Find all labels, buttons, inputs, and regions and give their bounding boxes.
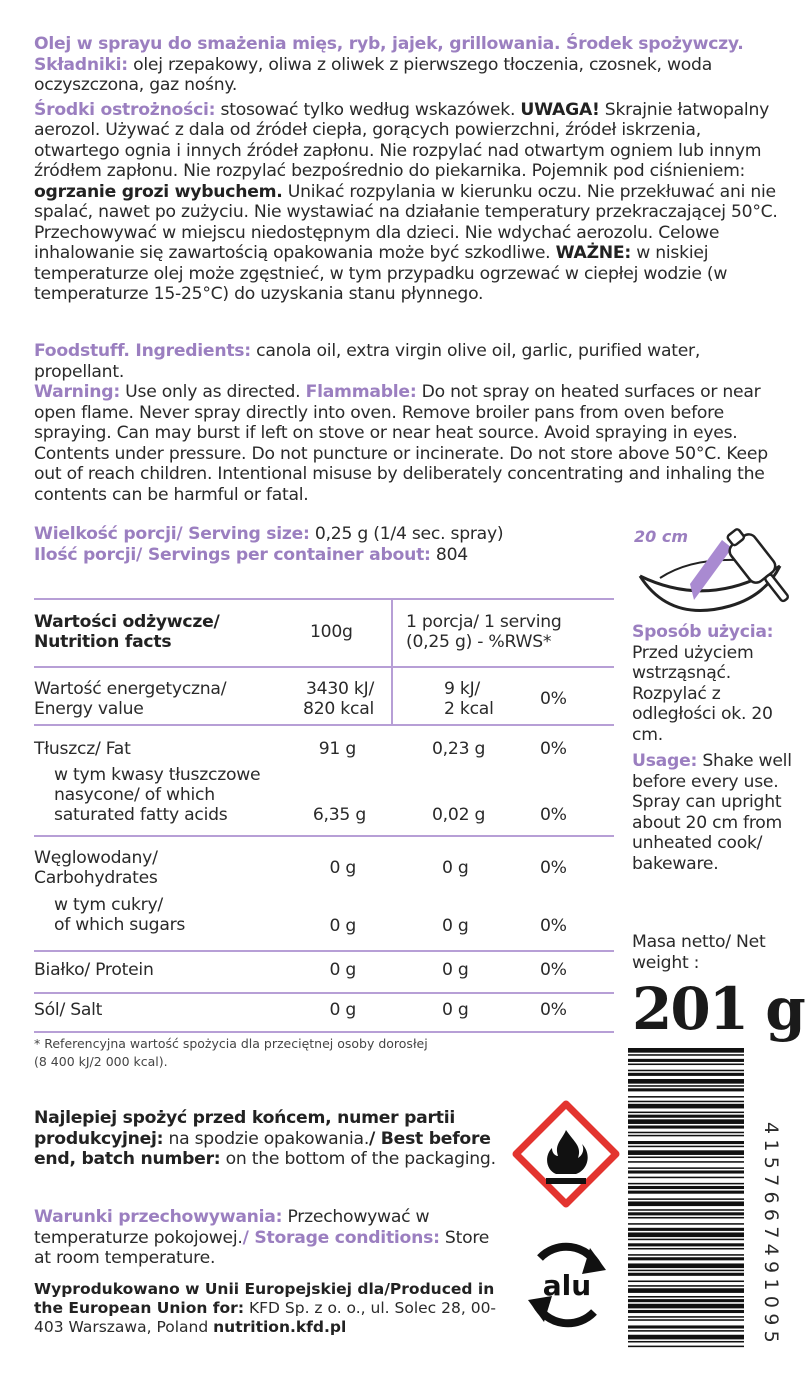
barcode-bar (628, 1119, 744, 1124)
barcode-bar (628, 1248, 744, 1250)
storage-text-pl: Przechowywać w temperaturze pokojowej. (34, 1207, 430, 1248)
table-divider (34, 835, 614, 837)
best-before-label-pl: Najlepiej spożyć przed końcem, numer partii produkcyjnej: (34, 1108, 456, 1149)
warning-text-2: Do not spray on heated surfaces or near open flame. Never spray directly into oven. Remove broiler pans from oven before spraying. Can may burst if left on stove or near heat source. Avoid spraying in eyes. Contents under pressure. Do not puncture or incinerate. Do not store above 50°C. Keep out of reach children. Intentional misuse by deliberately concentrating and inhaling the contents can be harmful or fatal. (34, 382, 768, 505)
barcode-bar (628, 1330, 744, 1332)
producer-info (34, 1280, 504, 1337)
barcode-bar (628, 1209, 744, 1211)
value-line: 2 kcal (444, 699, 494, 719)
row-satfat-rws: 0% (540, 805, 567, 825)
barcode-bar (628, 1335, 744, 1340)
row-protein-rws: 0% (540, 960, 567, 980)
barcode-bar (628, 1085, 744, 1087)
polish-description (34, 34, 778, 305)
row-protein-serving: 0 g (442, 960, 469, 980)
best-before-text-pl: na spodzie opakowania. (163, 1128, 370, 1149)
value-line: 820 kcal (303, 699, 374, 719)
row-name-line: Węglowodany/ (34, 848, 158, 868)
row-carbs-rws: 0% (540, 858, 567, 878)
row-protein-name: Białko/ Protein (34, 960, 154, 980)
recycling-alu-icon (520, 1238, 614, 1332)
barcode-bar (628, 1101, 744, 1103)
barcode-bar (628, 1341, 744, 1343)
row-fat-serving: 0,23 g (432, 739, 486, 759)
barcode-bar (628, 1157, 744, 1159)
table-bottom-border (34, 1031, 614, 1033)
row-satfat-per100: 6,35 g (312, 805, 366, 825)
barcode-bar (628, 1126, 744, 1129)
barcode-bar (628, 1254, 744, 1256)
usage-info (632, 622, 792, 874)
producer-url: nutrition.kfd.pl (213, 1318, 347, 1336)
barcode-bar (628, 1346, 744, 1348)
barcode-bar (628, 1048, 744, 1053)
product-title: Olej w sprayu do smażenia mięs, ryb, jajek, grillowania. Środek spożywczy. (34, 34, 744, 54)
header-per-serving (406, 612, 562, 652)
table-column-divider (391, 598, 393, 724)
barcode-bar (628, 1054, 744, 1056)
distance-label: 20 cm (634, 527, 688, 546)
barcode-bar (628, 1135, 744, 1137)
row-sugars-serving: 0 g (442, 916, 469, 936)
producer-label: Wyprodukowano w Unii Europejskiej dla/Produced in the European Union for: (34, 1280, 495, 1317)
barcode-bar (628, 1183, 744, 1185)
usage-text-pl: Przed użyciem wstrząsnąć. Rozpylać z odległości ok. 20 cm. (632, 642, 773, 745)
barcode (628, 1048, 744, 1348)
ingredients-text-en: canola oil, extra virgin olive oil, garlic, purified water, propellant. (34, 341, 701, 382)
row-salt-per100: 0 g (329, 1000, 356, 1020)
row-salt-serving: 0 g (442, 1000, 469, 1020)
barcode-bar (628, 1079, 744, 1084)
row-name-line: Carbohydrates (34, 868, 158, 888)
caution-text-4: w niskiej temperaturze olej może zgęstnieć, w tym przypadku ogrzewać w ciepłej wodzie (w temperaturze 15-25°C) do uzyskania stanu płynnego. (34, 243, 728, 304)
flammable-hazard-icon (512, 1100, 620, 1208)
row-fat-name: Tłuszcz/ Fat (34, 739, 131, 759)
servings-count-label: Ilość porcji/ Servings per container about: (34, 544, 431, 565)
spray-pan-illustration (630, 518, 790, 618)
servings-count-value: 804 (430, 544, 468, 565)
net-weight-label: Masa netto/ Net weight : (632, 932, 766, 973)
barcode-bar (628, 1285, 744, 1287)
barcode-bar (628, 1201, 744, 1206)
barcode-bar (628, 1299, 744, 1302)
wazne-label: WAŻNE: (555, 243, 632, 263)
ingredients-text-pl: olej rzepakowy, oliwa z oliwek z pierwszego tłoczenia, czosnek, woda oczyszczona, gaz nośny. (34, 54, 712, 95)
barcode-bar (628, 1191, 744, 1194)
burst-warning: ogrzanie grozi wybuchem. (34, 181, 283, 202)
caution-text-3: Unikać rozpylania w kierunku oczu. Nie przekłuwać ani nie spalać, nawet po zużyciu. Nie wystawiać na działanie temperatury przekraczającej 50°C. Przechowywać w miejscu niedostępnym dla dzieci. Nie wdychać aerozolu. Celowe inhalowanie się zawartością opakowania może być szkodliwe. (34, 181, 778, 263)
ingredients-label-en: Foodstuff. Ingredients: (34, 341, 251, 361)
barcode-bar (628, 1088, 744, 1091)
row-fat-per100: 91 g (318, 739, 356, 759)
barcode-bar (628, 1073, 744, 1076)
barcode-bar (628, 1177, 744, 1179)
barcode-bar (628, 1112, 744, 1114)
row-protein-per100: 0 g (329, 960, 356, 980)
storage-info (34, 1207, 504, 1269)
barcode-bar (628, 1150, 744, 1155)
row-energy-name (34, 679, 226, 719)
barcode-bar (628, 1270, 744, 1272)
alu-label: alu (542, 1269, 592, 1302)
uwaga-label: UWAGA! (520, 99, 600, 120)
barcode-bar (628, 1132, 744, 1134)
row-energy-rws: 0% (540, 689, 567, 709)
barcode-number: 5901947667514 (760, 1121, 782, 1348)
barcode-bar (628, 1096, 744, 1098)
ingredients-label-pl: Składniki: (34, 54, 128, 75)
flammable-label: Flammable: (305, 382, 417, 402)
row-carbs-name (34, 848, 158, 888)
barcode-bar (628, 1325, 744, 1328)
serving-size-label: Wielkość porcji/ Serving size: (34, 524, 310, 544)
barcode-bar (628, 1059, 744, 1062)
row-satfat-name (54, 765, 260, 825)
barcode-bar (628, 1304, 744, 1309)
row-carbs-serving: 0 g (442, 858, 469, 878)
barcode-bar (628, 1167, 744, 1169)
barcode-bar (628, 1104, 744, 1109)
barcode-bar (628, 1070, 744, 1072)
barcode-bar (628, 1281, 744, 1283)
header-line: Wartości odżywcze/ (34, 612, 220, 632)
storage-label-en: / Storage conditions: (242, 1227, 440, 1248)
warning-label: Warning: (34, 382, 120, 402)
barcode-bar (628, 1239, 744, 1241)
row-name-line: saturated fatty acids (54, 805, 228, 825)
header-line: Nutrition facts (34, 632, 172, 652)
row-satfat-serving: 0,02 g (432, 805, 486, 825)
caution-text-2: Skrajnie łatwopalny aerozol. Używać z dala od źródeł ciepła, gorących powierzchni, źródeł iskrzenia, otwartego ognia i innych źródeł zapłonu. Nie rozpylać nad otwartym ogniem lub innym źródłem zapłonu. Nie rozpylać bezpośrednio do piekarnika. Pojemnik pod ciśnieniem: (34, 99, 770, 181)
serving-size-value: 0,25 g (1/4 sec. spray) (309, 524, 504, 544)
barcode-bar (628, 1228, 744, 1231)
row-energy-serving (444, 679, 494, 719)
barcode-bar (628, 1217, 744, 1219)
table-divider (34, 992, 614, 994)
barcode-bar (628, 1223, 744, 1225)
producer-address: KFD Sp. z o. o., ul. Solec 28, 00-403 Warszawa, Poland (34, 1299, 497, 1336)
usage-text-en: Shake well before every use. Spray can upright about 20 cm from unheated cook/ bakeware. (632, 751, 792, 874)
reference-footnote (34, 1035, 514, 1071)
header-line: (0,25 g) - %RWS* (406, 632, 552, 652)
row-name-line: Energy value (34, 699, 144, 719)
row-sugars-name (54, 895, 185, 935)
serving-info (34, 524, 594, 565)
barcode-bar (628, 1257, 744, 1260)
row-name-line: of which sugars (54, 915, 186, 935)
row-sugars-per100: 0 g (329, 916, 356, 936)
header-per-100g: 100g (310, 622, 353, 642)
caution-label-pl: Środki ostrożności: (34, 99, 216, 120)
net-weight-value: 201 g (632, 975, 804, 1043)
barcode-bar (628, 1186, 744, 1189)
barcode-bar (628, 1273, 744, 1276)
barcode-bar (628, 1198, 744, 1200)
row-carbs-per100: 0 g (329, 858, 356, 878)
best-before-text-en: on the bottom of the packaging. (220, 1149, 496, 1169)
row-name-line: Wartość energetyczna/ (34, 679, 227, 699)
usage-label-en: Usage: (632, 751, 698, 771)
table-divider (34, 666, 614, 668)
best-before-label-en: / Best before end, batch number: (34, 1128, 491, 1169)
table-divider (34, 724, 614, 726)
barcode-digits (752, 1048, 782, 1348)
barcode-bar (628, 1161, 744, 1163)
barcode-bar (628, 1310, 744, 1313)
barcode-bar (628, 1232, 744, 1237)
row-energy-per100 (296, 679, 374, 719)
barcode-bar (628, 1170, 744, 1173)
usage-en (632, 751, 792, 874)
table-divider (34, 950, 614, 952)
footnote-line: * Referencyjna wartość spożycia dla przeciętnej osoby dorosłej (34, 1036, 428, 1051)
warning-text-1: Use only as directed. (119, 382, 306, 402)
barcode-bar (628, 1243, 744, 1246)
barcode-bar (628, 1064, 744, 1066)
barcode-bar (628, 1141, 744, 1144)
barcode-bar (628, 1296, 744, 1298)
row-name-line: w tym cukry/ (54, 895, 163, 915)
header-nutrition-facts (34, 612, 220, 652)
barcode-bar (628, 1146, 744, 1148)
row-fat-rws: 0% (540, 739, 567, 759)
caution-text-1: stosować tylko według wskazówek. (215, 99, 521, 120)
row-name-line: w tym kwasy tłuszczowe (54, 765, 261, 785)
best-before-info (34, 1108, 504, 1170)
row-name-line: nasycone/ of which (54, 785, 215, 805)
barcode-bar (628, 1316, 744, 1318)
english-description (34, 341, 778, 505)
row-salt-name: Sól/ Salt (34, 1000, 103, 1020)
usage-label-pl: Sposób użycia: (632, 622, 774, 642)
barcode-bar (628, 1288, 744, 1293)
value-line: 3430 kJ/ (305, 679, 374, 699)
barcode-bar (628, 1115, 744, 1118)
header-line: 1 porcja/ 1 serving (406, 612, 562, 632)
barcode-bar (628, 1319, 744, 1321)
row-sugars-rws: 0% (540, 916, 567, 936)
barcode-bar (628, 1212, 744, 1215)
footnote-line: (8 400 kJ/2 000 kcal). (34, 1054, 168, 1069)
table-top-border (34, 598, 614, 600)
storage-label-pl: Warunki przechowywania: (34, 1207, 283, 1227)
value-line: 9 kJ/ (444, 679, 480, 699)
storage-text-en: Store at room temperature. (34, 1227, 490, 1268)
row-salt-rws: 0% (540, 1000, 567, 1020)
barcode-bar (628, 1263, 744, 1268)
